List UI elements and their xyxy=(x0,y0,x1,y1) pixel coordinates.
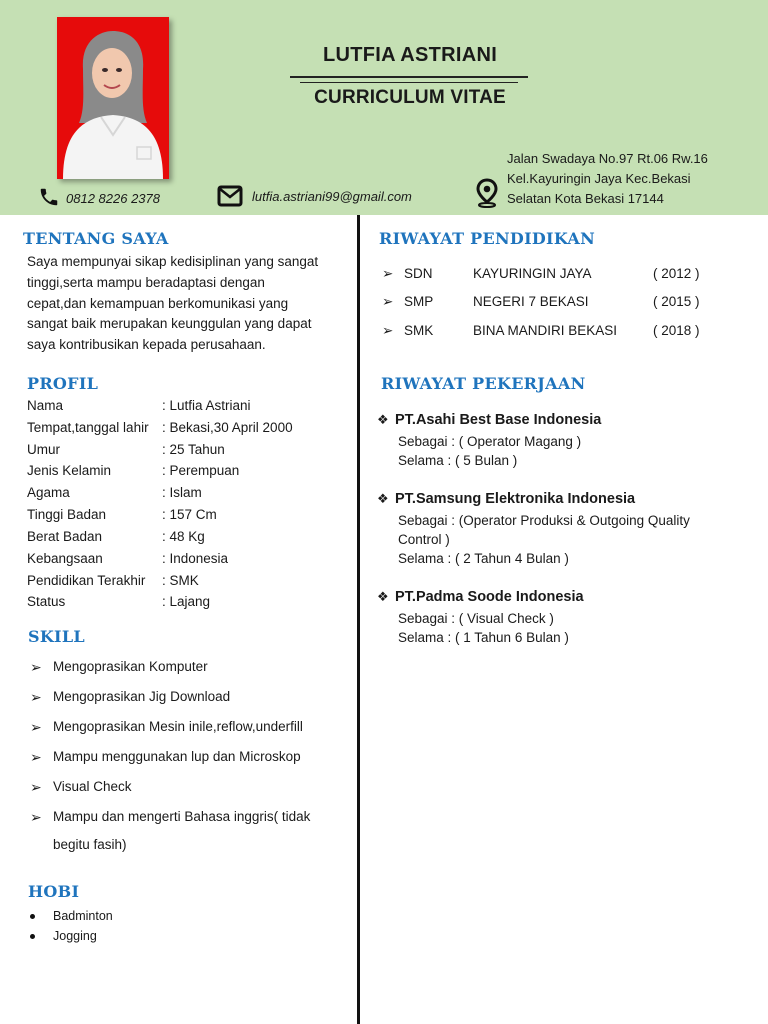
about-heading: TENTANG SAYA xyxy=(23,229,169,248)
profile-value: : Lajang xyxy=(162,594,211,609)
education-year: ( 2012 ) xyxy=(653,266,700,281)
profile-label: Kebangsaan xyxy=(27,551,103,566)
education-school: NEGERI 7 BEKASI xyxy=(473,294,589,309)
arrow-bullet-icon: ➢ xyxy=(30,659,42,675)
profile-value: : 25 Tahun xyxy=(162,442,225,457)
skill-label: Mengoprasikan Komputer xyxy=(53,659,208,674)
education-school: BINA MANDIRI BEKASI xyxy=(473,323,618,338)
address-line: Selatan Kota Bekasi 17144 xyxy=(507,191,664,206)
profile-value: : 48 Kg xyxy=(162,529,205,544)
education-level: SMP xyxy=(404,294,434,309)
profile-label: Tempat,tanggal lahir xyxy=(27,420,149,435)
arrow-bullet-icon: ➢ xyxy=(30,689,42,705)
skill-label: Mampu dan mengerti Bahasa inggris( tidak xyxy=(53,809,311,824)
arrow-bullet-icon: ➢ xyxy=(30,719,42,735)
profile-row xyxy=(27,442,347,462)
arrow-bullet-icon: ➢ xyxy=(30,749,42,765)
about-line: tinggi,serta mampu beradaptasi dengan xyxy=(27,274,265,290)
profile-row xyxy=(27,573,347,593)
column-divider xyxy=(357,215,360,1024)
profile-value: : Perempuan xyxy=(162,463,240,478)
address-block xyxy=(507,149,757,209)
hobby-heading: HOBI xyxy=(28,882,80,901)
bullet-dot-icon xyxy=(30,914,35,919)
job-detail: Selama : ( 1 Tahun 6 Bulan ) xyxy=(398,630,569,645)
email-address[interactable]: lutfia.astriani99@gmail.com xyxy=(252,189,412,204)
job-company: PT.Samsung Elektronika Indonesia xyxy=(395,491,636,507)
job-company: PT.Padma Soode Indonesia xyxy=(395,589,584,605)
about-line: cepat,dan kemampuan berkomunikasi yang xyxy=(27,295,289,311)
education-row xyxy=(382,294,762,314)
address-line: Jalan Swadaya No.97 Rt.06 Rw.16 xyxy=(507,151,708,166)
profile-label: Jenis Kelamin xyxy=(27,463,112,478)
profile-heading: PROFIL xyxy=(27,374,99,393)
education-year: ( 2015 ) xyxy=(653,294,700,309)
profile-row xyxy=(27,485,347,505)
profile-row xyxy=(27,398,347,418)
profile-value: : 157 Cm xyxy=(162,507,217,522)
title-rule xyxy=(300,82,518,83)
profile-label: Pendidikan Terakhir xyxy=(27,573,146,588)
envelope-icon xyxy=(217,184,243,213)
diamond-bullet-icon: ❖ xyxy=(377,589,389,604)
job-title xyxy=(377,491,635,507)
job-title xyxy=(377,412,601,428)
about-text xyxy=(27,252,347,356)
profile-row xyxy=(27,507,347,527)
map-pin-icon xyxy=(476,178,498,213)
arrow-bullet-icon: ➢ xyxy=(30,779,42,795)
skill-label: Mampu menggunakan lup dan Microskop xyxy=(53,749,301,764)
education-heading: RIWAYAT PENDIDIKAN xyxy=(379,229,596,248)
education-row xyxy=(382,266,762,286)
skill-heading: SKILL xyxy=(28,627,85,646)
job-detail: Sebagai : (Operator Produksi & Outgoing Quality xyxy=(398,513,690,528)
phone-number[interactable]: 0812 8226 2378 xyxy=(66,191,160,206)
address-line: Kel.Kayuringin Jaya Kec.Bekasi xyxy=(507,171,691,186)
profile-value: : Lutfia Astriani xyxy=(162,398,251,413)
diamond-bullet-icon: ❖ xyxy=(377,412,389,427)
profile-value: : Bekasi,30 April 2000 xyxy=(162,420,293,435)
profile-label: Berat Badan xyxy=(27,529,103,544)
profile-value: : Indonesia xyxy=(162,551,229,566)
about-line: sangat baik merupakan keunggulan yang dapat xyxy=(27,316,312,332)
profile-row xyxy=(27,529,347,549)
phone-icon xyxy=(38,186,60,213)
arrow-bullet-icon: ➢ xyxy=(382,294,394,309)
cv-header xyxy=(0,0,768,215)
hobby-label: Badminton xyxy=(53,909,113,923)
profile-row xyxy=(27,594,347,614)
profile-value: : SMK xyxy=(162,573,199,588)
job-detail: Sebagai : ( Visual Check ) xyxy=(398,611,554,626)
title-rule xyxy=(290,76,528,78)
skill-label: Mengoprasikan Jig Download xyxy=(53,689,231,704)
hobby-label: Jogging xyxy=(53,929,97,943)
education-year: ( 2018 ) xyxy=(653,323,700,338)
profile-row xyxy=(27,463,347,483)
profile-label: Agama xyxy=(27,485,70,500)
education-row xyxy=(382,323,762,343)
profile-value: : Islam xyxy=(162,485,202,500)
bullet-dot-icon xyxy=(30,934,35,939)
profile-label: Status xyxy=(27,594,66,609)
job-detail: Sebagai : ( Operator Magang ) xyxy=(398,434,582,449)
job-detail: Selama : ( 2 Tahun 4 Bulan ) xyxy=(398,551,569,566)
job-company: PT.Asahi Best Base Indonesia xyxy=(395,412,602,428)
cv-name: LUTFIA ASTRIANI xyxy=(322,44,498,66)
profile-label: Nama xyxy=(27,398,64,413)
job-detail: Selama : ( 5 Bulan ) xyxy=(398,453,518,468)
arrow-bullet-icon: ➢ xyxy=(30,809,42,825)
about-line: Saya mempunyai sikap kedisiplinan yang sangat xyxy=(27,254,319,269)
skill-label: Mengoprasikan Mesin inile,reflow,underfill xyxy=(53,719,303,734)
job-title xyxy=(377,589,584,605)
cv-title: CURRICULUM VITAE xyxy=(314,87,506,108)
profile-label: Tinggi Badan xyxy=(27,507,107,522)
skill-label: Visual Check xyxy=(53,779,132,794)
profile-label: Umur xyxy=(27,442,60,457)
profile-row xyxy=(27,551,347,571)
education-level: SMK xyxy=(404,323,434,338)
education-school: KAYURINGIN JAYA xyxy=(473,266,592,281)
job-detail: Control ) xyxy=(398,532,450,547)
work-heading: RIWAYAT PEKERJAAN xyxy=(381,374,586,393)
education-level: SDN xyxy=(404,266,433,281)
about-line: saya kontribusikan kepada perusahaan. xyxy=(27,337,266,353)
skill-label: begitu fasih) xyxy=(53,837,127,852)
arrow-bullet-icon: ➢ xyxy=(382,323,394,338)
arrow-bullet-icon: ➢ xyxy=(382,266,394,281)
diamond-bullet-icon: ❖ xyxy=(377,491,389,506)
profile-row xyxy=(27,420,347,440)
profile-photo xyxy=(57,17,169,179)
